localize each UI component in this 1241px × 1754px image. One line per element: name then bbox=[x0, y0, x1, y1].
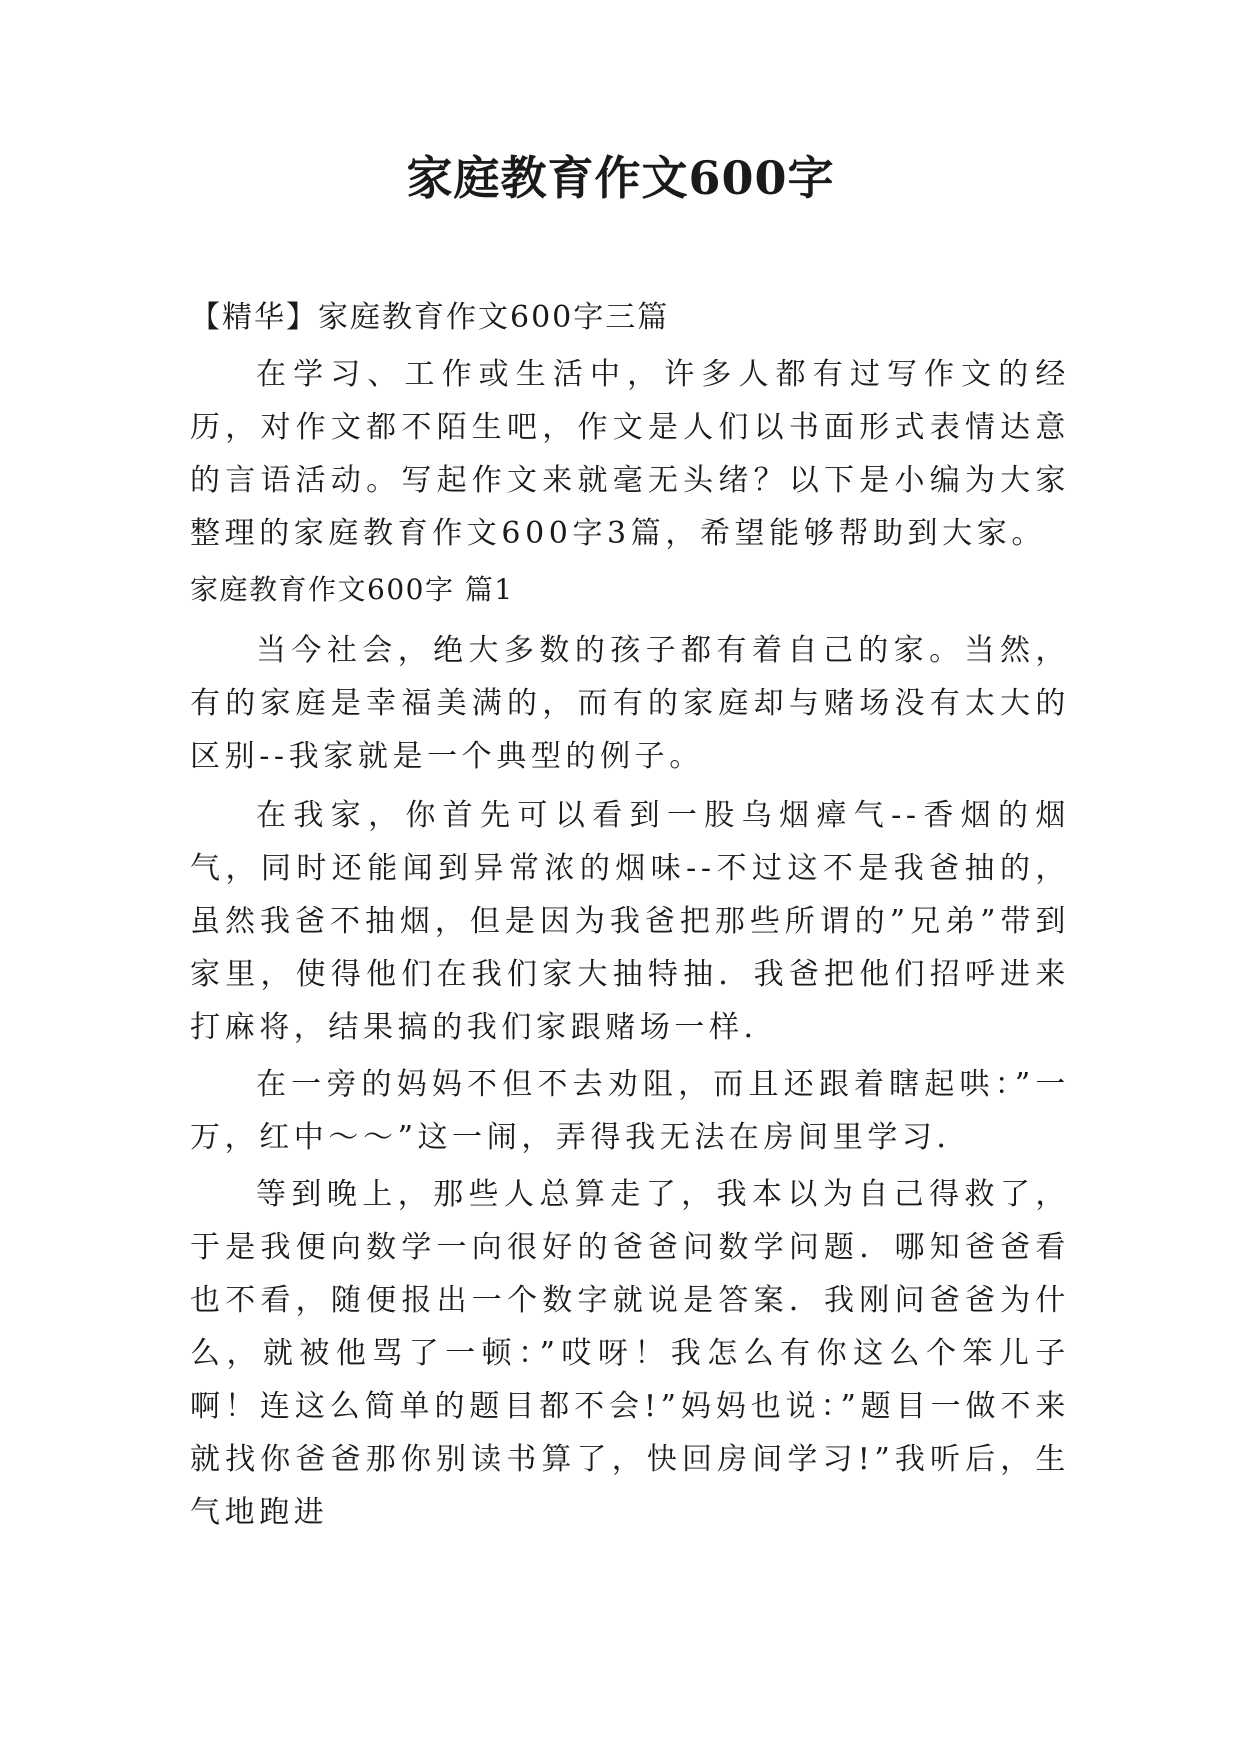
body-paragraph: 等到晚上，那些人总算走了，我本以为自己得救了，于是我便向数学一向很好的爸爸问数学问题．哪知爸爸看也不看，随便报出一个数字就说是答案．我刚问爸爸为什么，就被他骂了一顿：”哎呀！我怎么有你这么个笨儿子啊！连这么简单的题目都不会!”妈妈也说：”题目一做不来就找你爸爸那你别读书算了，快回房间学习!”我听后，生气地跑进 bbox=[190, 1177, 1070, 1530]
body-paragraph: 在我家，你首先可以看到一股乌烟瘴气--香烟的烟气，同时还能闻到异常浓的烟味--不过这不是我爸抽的，虽然我爸不抽烟，但是因为我爸把那些所谓的”兄弟”带到家里，使得他们在我们家大抽特抽．我爸把他们招呼进来打麻将，结果搞的我们家跟赌场一样． bbox=[190, 798, 1070, 1045]
body-paragraph: 当今社会，绝大多数的孩子都有着自己的家。当然，有的家庭是幸福美满的，而有的家庭却与赌场没有太大的区别--我家就是一个典型的例子。 bbox=[190, 633, 1070, 774]
document-body bbox=[190, 292, 1070, 1541]
body-paragraph: 在一旁的妈妈不但不去劝阻，而且还跟着瞎起哄：”一万，红中～～”这一闹，弄得我无法在房间里学习． bbox=[190, 1067, 1070, 1155]
document-subtitle: 【精华】家庭教育作文600字三篇 bbox=[190, 300, 670, 335]
section-heading: 家庭教育作文600字 篇1 bbox=[190, 573, 514, 606]
document-title: 家庭教育作文600字 bbox=[406, 151, 835, 205]
intro-paragraph: 在学习、工作或生活中，许多人都有过写作文的经历，对作文都不陌生吧，作文是人们以书面形式表情达意的言语活动。写起作文来就毫无头绪？以下是小编为大家整理的家庭教育作文600字3篇，希望能够帮助到大家。 bbox=[190, 357, 1070, 551]
